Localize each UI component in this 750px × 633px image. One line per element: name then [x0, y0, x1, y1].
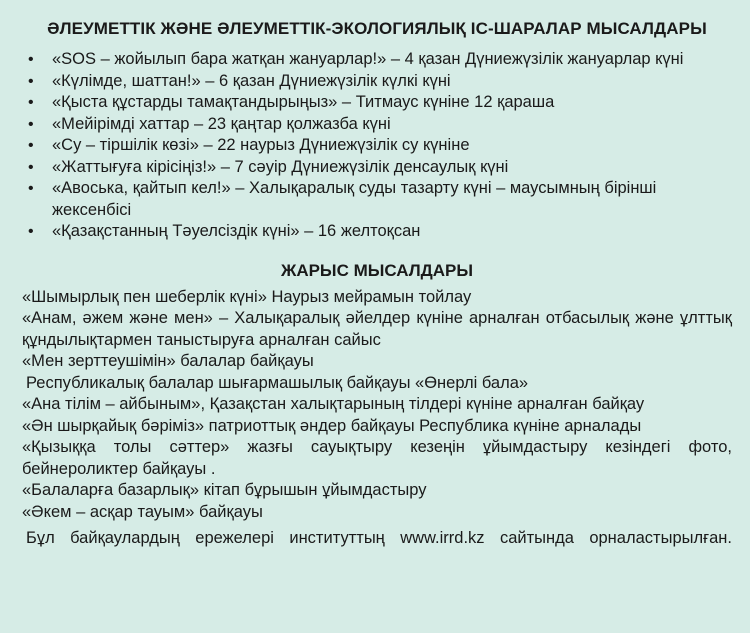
- contest-item: Республикалық балалар шығармашылық байқауы «Өнерлі бала»: [26, 373, 529, 392]
- bullet-icon: •: [28, 51, 34, 68]
- contest-item: «Балаларға базарлық» кітап бұрышын ұйымдастыру: [22, 481, 427, 499]
- bullet-icon: •: [28, 94, 34, 111]
- bullet-icon: •: [28, 72, 34, 90]
- contest-item: «Мен зерттеушімін» балалар байқауы: [22, 352, 314, 370]
- footer-note: Бұл байқаулардың ережелері институттың www.irrd.kz сайтында орналастырылған.: [26, 529, 732, 547]
- list-item-text: «Авоська, қайтып кел!» – Халықаралық суды тазарту күні – маусымның бірінші жексенбісі: [52, 179, 657, 219]
- contest-item: «Анам, әжем және мен» – Халықаралық әйелдер күніне арналған отбасылық және ұлттық құндылықтармен таныстыруға арналған сайыс: [22, 309, 732, 349]
- contest-item: «Қызыққа толы сәттер» жазғы сауықтыру кезеңін ұйымдастыру кезіндегі фото, бейнероликтер байқауы .: [22, 438, 732, 478]
- contests-list: [22, 287, 732, 524]
- list-item-text: «Қазақстанның Тәуелсіздік күні» – 16 желтоқсан: [52, 222, 421, 240]
- list-item: [22, 157, 732, 179]
- bullet-icon: •: [28, 115, 34, 133]
- list-item-text: «Қыста құстарды тамақтандырыңыз» – Титмаус күніне 12 қараша: [52, 93, 555, 111]
- list-item: [22, 71, 732, 93]
- contest-item: «Шымырлық пен шеберлік күні» Наурыз мейрамын тойлау: [22, 287, 472, 306]
- contest-item: «Ана тілім – айбыным», Қазақстан халықтарының тілдері күніне арналған байқау: [22, 395, 645, 413]
- list-item-text: «Су – тіршілік көзі» – 22 наурыз Дүниежүзілік су күніне: [52, 136, 470, 154]
- list-item: [22, 135, 732, 157]
- list-item-text: «Жаттығуға кірісіңіз!» – 7 сәуір Дүниежүзілік денсаулық күні: [52, 157, 509, 176]
- list-item: [22, 178, 732, 221]
- list-item-text: «Күлімде, шаттан!» – 6 қазан Дүниежүзілік күлкі күні: [52, 71, 451, 90]
- bullet-icon: •: [28, 223, 34, 240]
- contest-item: «Ән шырқайық бәріміз» патриоттық әндер байқауы Республика күніне арналады: [22, 416, 642, 435]
- list-item: [22, 221, 732, 243]
- bullet-icon: •: [28, 158, 34, 176]
- section-title-social-events: ӘЛЕУМЕТТІК ЖӘНЕ ӘЛЕУМЕТТІК-ЭКОЛОГИЯЛЫҚ ІС-ШАРАЛАР МЫСАЛДАРЫ: [47, 19, 707, 38]
- bullet-icon: •: [28, 180, 34, 197]
- list-item: [22, 114, 732, 136]
- list-item: [22, 49, 732, 71]
- bullet-icon: •: [28, 137, 34, 154]
- section-title-contests: ЖАРЫС МЫСАЛДАРЫ: [280, 260, 474, 280]
- list-item-text: «Мейірімді хаттар – 23 қаңтар қолжазба күні: [52, 114, 391, 133]
- list-item-text: «SOS – жойылып бара жатқан жануарлар!» – 4 қазан Дүниежүзілік жануарлар күні: [52, 50, 684, 68]
- social-events-list: [22, 49, 732, 243]
- list-item: [22, 92, 732, 114]
- contest-item: «Әкем – асқар тауым» байқауы: [22, 502, 263, 521]
